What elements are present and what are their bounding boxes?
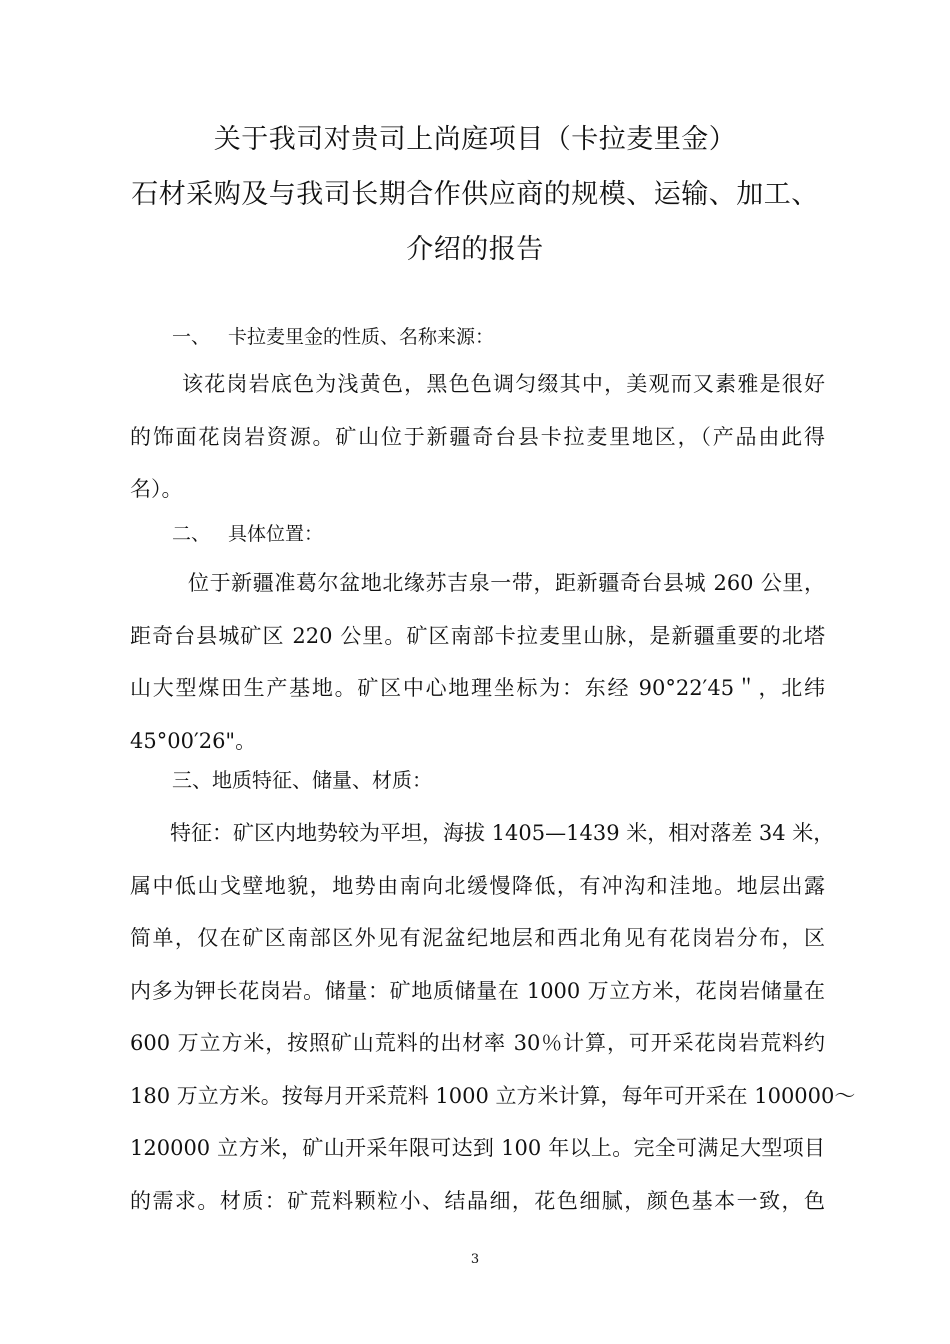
section-2-heading	[172, 522, 323, 546]
title-line-3: 介绍的报告	[406, 234, 544, 265]
paragraph-line: 名）。	[130, 477, 183, 501]
title-line-1: 关于我司对贵司上尚庭项目（卡拉麦里金）	[213, 124, 737, 155]
section-3-heading	[172, 768, 432, 792]
paragraph-line: 距奇台县城矿区 220 公里。矿区南部卡拉麦里山脉，是新疆重要的北塔	[130, 623, 825, 648]
paragraph-line: 特征：矿区内地势较为平坦，海拔 1405—1439 米，相对落差 34 米，	[170, 821, 835, 845]
section-2-paragraph	[130, 557, 825, 767]
document-title	[0, 112, 950, 277]
paragraph-line: 45°00′26"。	[130, 728, 257, 753]
section-1-heading-text: 卡拉麦里金的性质、名称来源：	[228, 326, 495, 348]
title-line-2: 石材采购及与我司长期合作供应商的规模、运输、加工、	[131, 179, 819, 210]
page-number: 3	[470, 1252, 480, 1267]
paragraph-line: 内多为钾长花岗岩。储量：矿地质储量在 1000 万立方米，花岗岩储量在	[130, 978, 825, 1003]
paragraph-line: 的需求。材质：矿荒料颗粒小、结晶细，花色细腻，颜色基本一致，色	[130, 1188, 825, 1213]
section-1-paragraph	[130, 358, 825, 516]
section-1-number: 一、	[172, 326, 211, 348]
section-3-paragraph	[130, 807, 856, 1227]
section-1-heading	[172, 325, 494, 349]
section-2-heading-text: 具体位置：	[228, 523, 324, 545]
section-3-heading-text: 三、地质特征、储量、材质：	[172, 768, 432, 792]
paragraph-line: 山大型煤田生产基地。矿区中心地理坐标为：东经 90°22′45＂，北纬	[130, 676, 825, 700]
section-2-number: 二、	[172, 523, 211, 545]
paragraph-line: 该花岗岩底色为浅黄色，黑色色调匀缀其中，美观而又素雅是很好	[182, 372, 825, 396]
paragraph-line: 600 万立方米，按照矿山荒料的出材率 30％计算，可开采花岗岩荒料约	[130, 1031, 825, 1055]
paragraph-line: 180 万立方米。按每月开采荒料 1000 立方米计算，每年可开采在 100000～	[130, 1083, 856, 1108]
paragraph-line: 简单，仅在矿区南部区外见有泥盆纪地层和西北角见有花岗岩分布，区	[130, 926, 825, 950]
paragraph-line: 120000 立方米，矿山开采年限可达到 100 年以上。完全可满足大型项目	[130, 1136, 825, 1160]
paragraph-line: 属中低山戈壁地貌，地势由南向北缓慢降低，有冲沟和洼地。地层出露	[130, 873, 825, 898]
paragraph-line: 位于新疆准葛尔盆地北缘苏吉泉一带，距新疆奇台县城 260 公里，	[188, 571, 825, 595]
paragraph-line: 的饰面花岗岩资源。矿山位于新疆奇台县卡拉麦里地区，（产品由此得	[130, 424, 825, 449]
